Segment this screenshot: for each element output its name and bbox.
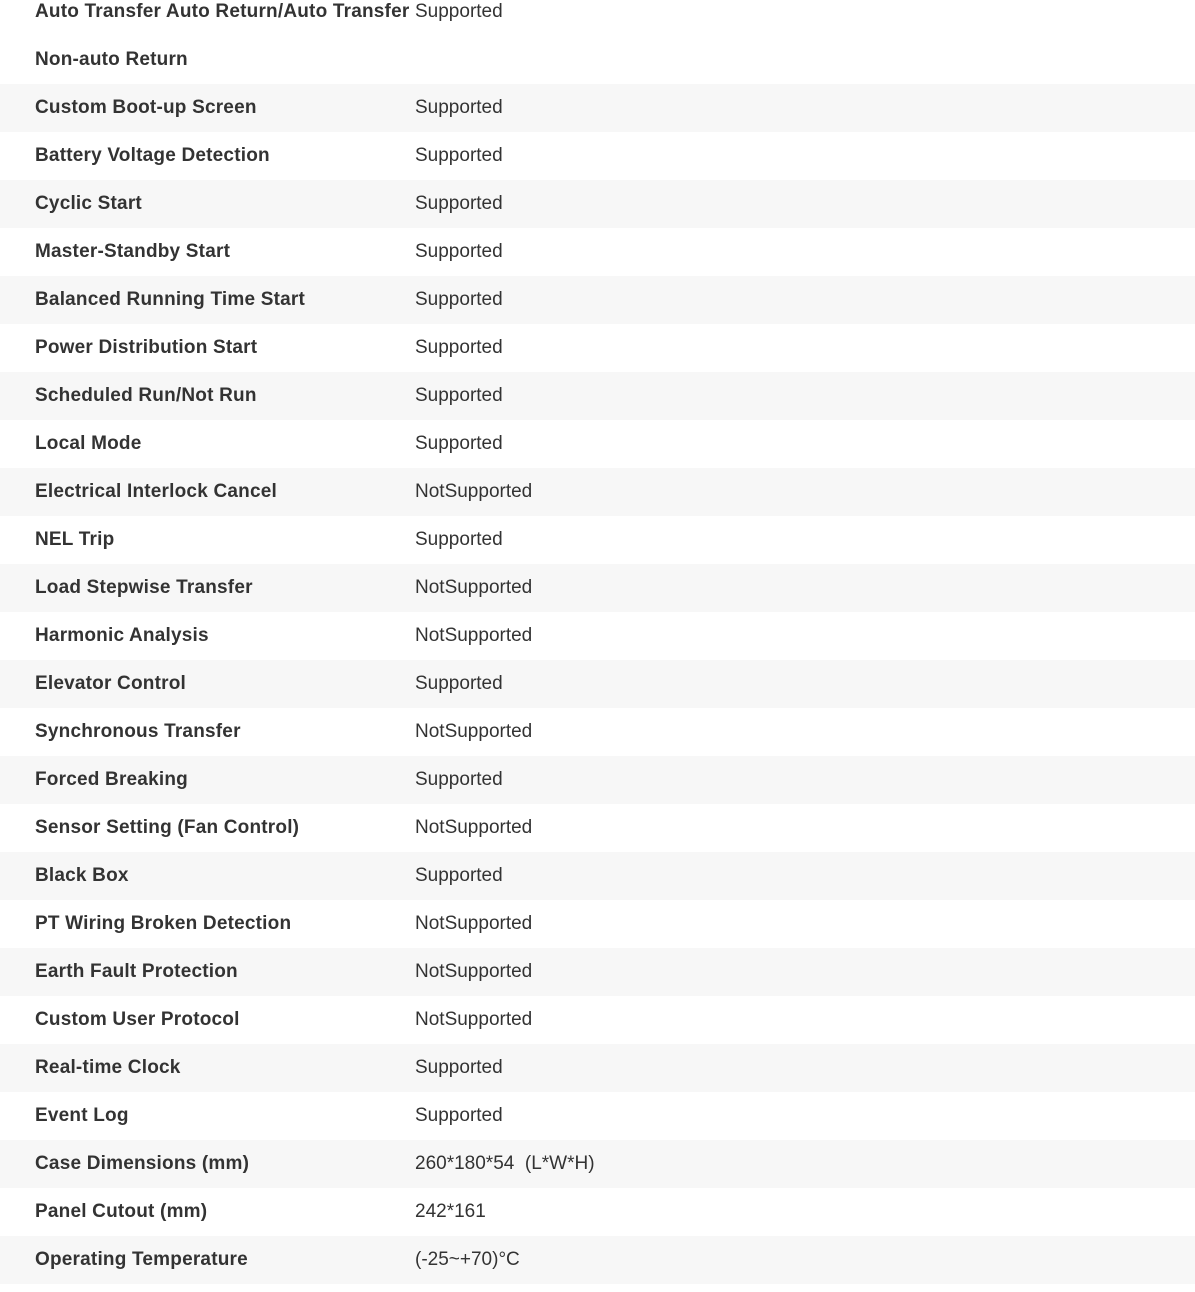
spec-value: 260*180*54 (L*W*H)	[415, 1153, 595, 1174]
spec-value-cell	[415, 324, 1195, 372]
spec-name: Earth Fault Protection	[35, 961, 238, 982]
spec-name-cell	[0, 180, 415, 228]
table-row	[0, 420, 1195, 468]
spec-name: Event Log	[35, 1105, 129, 1126]
spec-name-cell	[0, 324, 415, 372]
spec-value-cell	[415, 900, 1195, 948]
spec-name-cell	[0, 900, 415, 948]
spec-value: Supported	[415, 1057, 503, 1078]
spec-value: NotSupported	[415, 481, 533, 502]
spec-name: Black Box	[35, 865, 129, 886]
table-row	[0, 468, 1195, 516]
spec-name: Cyclic Start	[35, 193, 142, 214]
spec-value: Supported	[415, 673, 503, 694]
spec-name-cell	[0, 948, 415, 996]
spec-name: Scheduled Run/Not Run	[35, 385, 257, 406]
spec-value-cell	[415, 996, 1195, 1044]
spec-value: Supported	[415, 769, 503, 790]
spec-value-cell	[415, 612, 1195, 660]
spec-name: Real-time Clock	[35, 1057, 181, 1078]
spec-name-cell	[0, 84, 415, 132]
spec-value-cell	[415, 852, 1195, 900]
spec-value-cell	[415, 228, 1195, 276]
spec-value: 242*161	[415, 1201, 486, 1222]
spec-value-cell	[415, 468, 1195, 516]
spec-value-cell	[415, 564, 1195, 612]
spec-value: Supported	[415, 337, 503, 358]
table-row	[0, 756, 1195, 804]
spec-value-cell	[415, 516, 1195, 564]
spec-value: NotSupported	[415, 1009, 533, 1030]
spec-name: Custom User Protocol	[35, 1009, 240, 1030]
spec-name-cell	[0, 0, 415, 84]
spec-name-cell	[0, 612, 415, 660]
spec-value: Supported	[415, 865, 503, 886]
spec-value-cell	[415, 948, 1195, 996]
spec-name: Harmonic Analysis	[35, 625, 209, 646]
spec-name-cell	[0, 372, 415, 420]
spec-value-cell	[415, 804, 1195, 852]
spec-value-cell	[415, 84, 1195, 132]
spec-name-cell	[0, 1044, 415, 1092]
spec-value-cell	[415, 708, 1195, 756]
spec-value-cell	[415, 1188, 1195, 1236]
spec-name-cell	[0, 1092, 415, 1140]
spec-value-cell	[415, 1236, 1195, 1284]
spec-name-cell	[0, 1236, 415, 1284]
spec-name-cell	[0, 468, 415, 516]
spec-name-cell	[0, 756, 415, 804]
spec-value: NotSupported	[415, 961, 533, 982]
table-row	[0, 1140, 1195, 1188]
spec-name-cell	[0, 132, 415, 180]
spec-value-cell	[415, 276, 1195, 324]
table-row	[0, 900, 1195, 948]
spec-name-cell	[0, 420, 415, 468]
spec-name: Non-auto Return	[35, 49, 188, 70]
spec-value-cell	[415, 0, 1195, 84]
spec-value-cell	[415, 1044, 1195, 1092]
table-row	[0, 660, 1195, 708]
spec-name-cell	[0, 1188, 415, 1236]
spec-name: NEL Trip	[35, 529, 115, 550]
spec-name-cell	[0, 564, 415, 612]
table-row	[0, 852, 1195, 900]
spec-value: Supported	[415, 289, 503, 310]
spec-name: Elevator Control	[35, 673, 186, 694]
table-row	[0, 1188, 1195, 1236]
table-row	[0, 996, 1195, 1044]
spec-value: Supported	[415, 385, 503, 406]
spec-value-cell	[415, 1140, 1195, 1188]
spec-name-cell	[0, 852, 415, 900]
spec-value-cell	[415, 660, 1195, 708]
spec-value-cell	[415, 132, 1195, 180]
spec-value: Supported	[415, 1, 503, 22]
spec-name: Synchronous Transfer	[35, 721, 241, 742]
spec-name-cell	[0, 804, 415, 852]
spec-value: Supported	[415, 529, 503, 550]
table-row	[0, 132, 1195, 180]
spec-name-cell	[0, 1140, 415, 1188]
table-row	[0, 1044, 1195, 1092]
spec-name-cell	[0, 708, 415, 756]
table-row	[0, 276, 1195, 324]
spec-name-cell	[0, 660, 415, 708]
spec-name: Forced Breaking	[35, 769, 188, 790]
spec-name: Load Stepwise Transfer	[35, 577, 253, 598]
table-row	[0, 372, 1195, 420]
spec-value: Supported	[415, 97, 503, 118]
spec-name: Panel Cutout (mm)	[35, 1201, 208, 1222]
spec-value: NotSupported	[415, 577, 533, 598]
table-row	[0, 324, 1195, 372]
spec-value-cell	[415, 372, 1195, 420]
spec-name: Custom Boot-up Screen	[35, 97, 257, 118]
table-row	[0, 0, 1195, 84]
spec-name: Battery Voltage Detection	[35, 145, 270, 166]
spec-name-cell	[0, 228, 415, 276]
table-row	[0, 948, 1195, 996]
spec-name: Balanced Running Time Start	[35, 289, 306, 310]
spec-value: Supported	[415, 433, 503, 454]
table-row	[0, 228, 1195, 276]
spec-name: Master-Standby Start	[35, 241, 231, 262]
spec-name: Auto Transfer Auto Return/Auto Transfer	[35, 1, 410, 22]
spec-value-cell	[415, 420, 1195, 468]
table-row	[0, 1092, 1195, 1140]
spec-name: Case Dimensions (mm)	[35, 1153, 250, 1174]
table-row	[0, 804, 1195, 852]
spec-name: Operating Temperature	[35, 1249, 248, 1270]
spec-value-cell	[415, 180, 1195, 228]
table-row	[0, 180, 1195, 228]
spec-value-cell	[415, 1092, 1195, 1140]
spec-value: NotSupported	[415, 721, 533, 742]
spec-value-cell	[415, 756, 1195, 804]
spec-value: Supported	[415, 193, 503, 214]
table-row	[0, 564, 1195, 612]
spec-name-cell	[0, 996, 415, 1044]
spec-name-cell	[0, 276, 415, 324]
spec-value: NotSupported	[415, 817, 533, 838]
spec-value: Supported	[415, 1105, 503, 1126]
spec-value: Supported	[415, 145, 503, 166]
spec-value: NotSupported	[415, 625, 533, 646]
spec-name: Local Mode	[35, 433, 142, 454]
table-row	[0, 84, 1195, 132]
spec-value: (-25~+70)°C	[415, 1249, 520, 1270]
spec-value: NotSupported	[415, 913, 533, 934]
spec-name: Power Distribution Start	[35, 337, 258, 358]
table-row	[0, 516, 1195, 564]
spec-name: PT Wiring Broken Detection	[35, 913, 292, 934]
spec-value: Supported	[415, 241, 503, 262]
spec-name: Electrical Interlock Cancel	[35, 481, 277, 502]
table-row	[0, 1236, 1195, 1284]
table-row	[0, 708, 1195, 756]
table-row	[0, 612, 1195, 660]
spec-name: Sensor Setting (Fan Control)	[35, 817, 300, 838]
spec-name-cell	[0, 516, 415, 564]
